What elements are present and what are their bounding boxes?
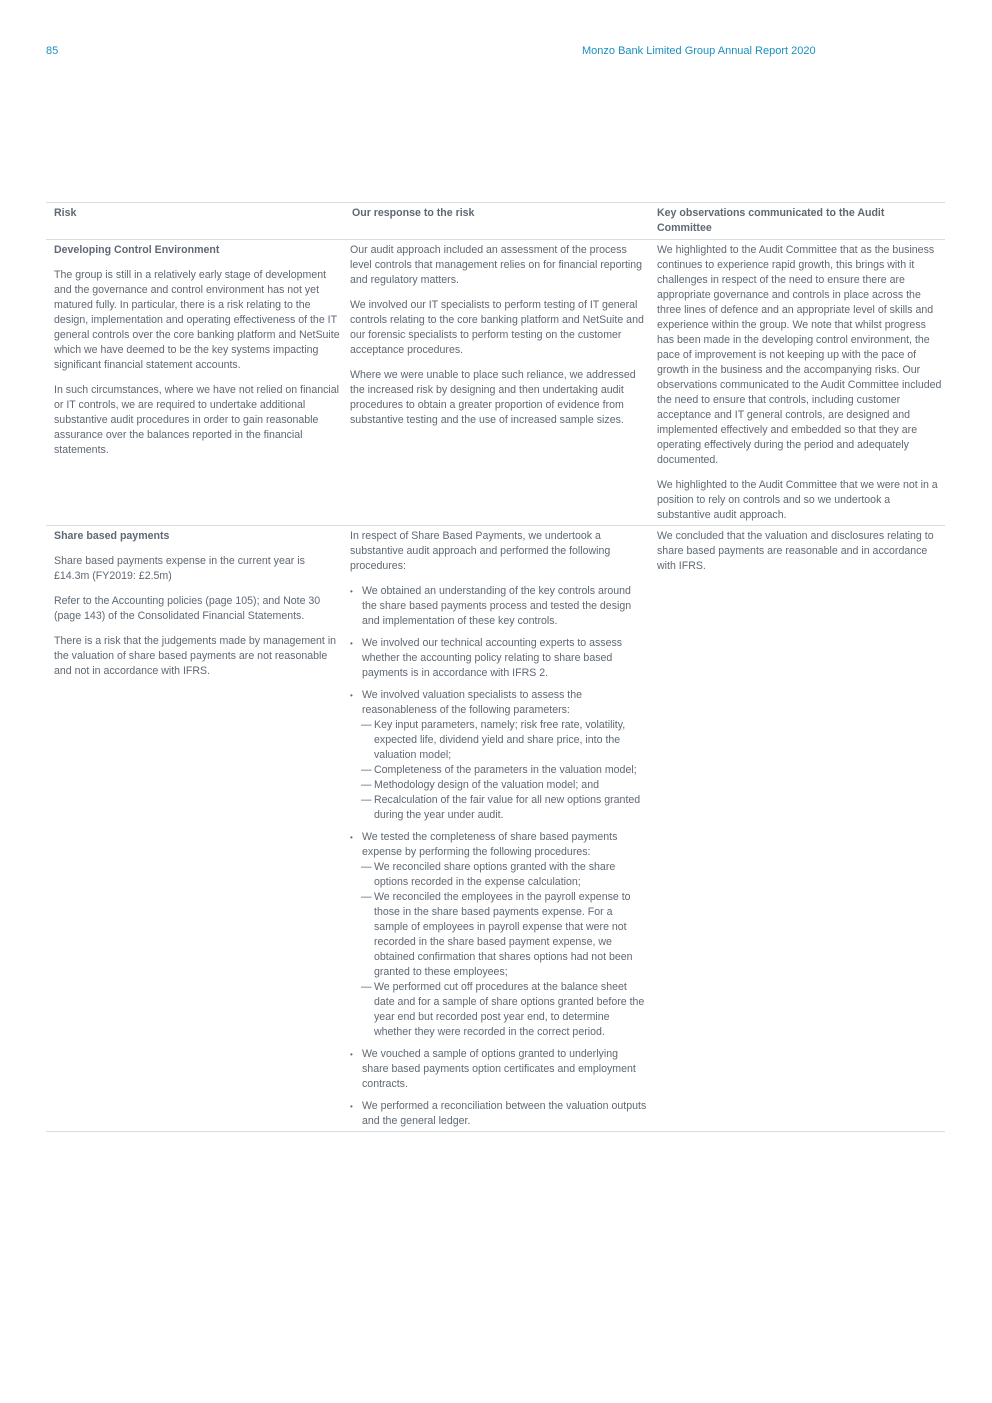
sub-procedure-item: — We performed cut off procedures at the balance sheet date and for a sample of share options granted before the year end but recorded post year end, to determine whether they were recorded in the correct period.	[362, 980, 647, 1040]
sub-procedure-list	[362, 860, 647, 1040]
procedure-list	[350, 584, 647, 1129]
procedure-text: We tested the completeness of share based payments expense by performing the following procedures:	[362, 831, 618, 858]
sub-procedure-item: — We reconciled the employees in the payroll expense to those in the share based payments expense. For a sample of employees in payroll expense that were not recorded in the share based payment expense, we obtained confirmation that shares options had not been granted to these employees;	[362, 890, 647, 980]
risk-paragraph: In such circumstances, where we have not relied on financial or IT controls, we are required to undertake additional substantive audit procedures in order to gain reasonable assurance over the balances reported in the financial statements.	[54, 384, 340, 456]
response-paragraph: Where we were unable to place such reliance, we addressed the increased risk by designing and then undertaking audit procedures to obtain a greater proportion of evidence from substantive testing and the use of increased sample sizes.	[350, 369, 636, 426]
table-row	[46, 526, 945, 1132]
header-response: Our response to the risk	[344, 203, 651, 240]
procedure-text: We involved our technical accounting experts to assess whether the accounting policy relating to share based payments is in accordance with IFRS 2.	[362, 637, 623, 679]
audit-risk-table	[46, 202, 945, 1132]
table-header-row	[46, 203, 945, 240]
response-paragraph: Our audit approach included an assessment of the process level controls that management relies on for financial reporting and regulatory matters.	[350, 244, 643, 286]
risk-paragraph: Share based payments expense in the current year is £14.3m (FY2019: £2.5m)	[54, 555, 305, 582]
procedure-text: We performed a reconciliation between the valuation outputs and the general ledger.	[362, 1100, 647, 1127]
procedure-item	[350, 1047, 647, 1092]
risk-title: Developing Control Environment	[54, 244, 220, 256]
sub-procedure-item: — Recalculation of the fair value for all new options granted during the year under audit.	[362, 793, 647, 823]
procedure-item	[350, 584, 647, 629]
sub-procedure-item: — We reconciled share options granted with the share options recorded in the expense calculation;	[362, 860, 647, 890]
risk-cell	[46, 240, 344, 526]
response-cell	[344, 240, 651, 526]
sub-procedure-item: — Completeness of the parameters in the valuation model;	[362, 763, 647, 778]
sub-procedure-list	[362, 718, 647, 823]
procedure-text: We obtained an understanding of the key controls around the share based payments process and tested the design and implementation of these key controls.	[362, 585, 632, 627]
report-title: Monzo Bank Limited Group Annual Report 2020	[582, 45, 816, 57]
page-number: 85	[46, 45, 59, 57]
header-risk: Risk	[46, 203, 344, 240]
observation-paragraph: We concluded that the valuation and disclosures relating to share based payments are reasonable and in accordance with IFRS.	[657, 530, 934, 572]
sub-procedure-item: — Key input parameters, namely; risk free rate, volatility, expected life, dividend yield and share price, into the valuation model;	[362, 718, 647, 763]
observations-cell	[651, 240, 945, 526]
risk-paragraph: The group is still in a relatively early stage of development and the governance and control environment has not yet matured fully. In particular, there is a risk relating to the design, implementation and operating effectiveness of the IT general controls over the core banking platform and NetSuite which we have deemed to be the key systems impacting significant financial statement accounts.	[54, 269, 340, 371]
response-intro: In respect of Share Based Payments, we undertook a substantive audit approach and performed the following procedures:	[350, 530, 611, 572]
procedure-item	[350, 1099, 647, 1129]
risk-title: Share based payments	[54, 530, 170, 542]
procedure-item	[350, 830, 647, 1040]
risk-cell	[46, 526, 344, 1132]
risk-paragraph: Refer to the Accounting policies (page 105); and Note 30 (page 143) of the Consolidated Financial Statements.	[54, 595, 321, 622]
table-row	[46, 240, 945, 526]
response-paragraph: We involved our IT specialists to perform testing of IT general controls relating to the core banking platform and NetSuite and our forensic specialists to perform testing on the customer acceptance procedures.	[350, 299, 644, 356]
procedure-text: We involved valuation specialists to assess the reasonableness of the following parameters:	[362, 689, 583, 716]
procedure-item	[350, 688, 647, 823]
header-observations: Key observations communicated to the Audit Committee	[651, 203, 945, 240]
procedure-item	[350, 636, 647, 681]
response-cell	[344, 526, 651, 1132]
observation-paragraph: We highlighted to the Audit Committee that as the business continues to experience rapid growth, this brings with it challenges in respect of the need to ensure there are appropriate governance and controls in place across the three lines of defence and an appropriate level of skills and experience within the group. We note that whilst progress has been made in the developing control environment, the pace of improvement is not keeping up with the pace of growth in the business and the accompanying risks. Our observations communicated to the Audit Committee included the need to ensure that controls, including customer acceptance and IT general controls, are designed and implemented effectively and embedded so that they are operating effectively during the period and adequately documented.	[657, 244, 942, 466]
procedure-text: We vouched a sample of options granted to underlying share based payments option certificates and employment contracts.	[362, 1048, 636, 1090]
risk-paragraph: There is a risk that the judgements made by management in the valuation of share based payments are not reasonable and not in accordance with IFRS.	[54, 635, 337, 677]
observation-paragraph: We highlighted to the Audit Committee that we were not in a position to rely on controls and so we undertook a substantive audit approach.	[657, 479, 938, 521]
observations-cell	[651, 526, 945, 1132]
sub-procedure-item: — Methodology design of the valuation model; and	[362, 778, 647, 793]
